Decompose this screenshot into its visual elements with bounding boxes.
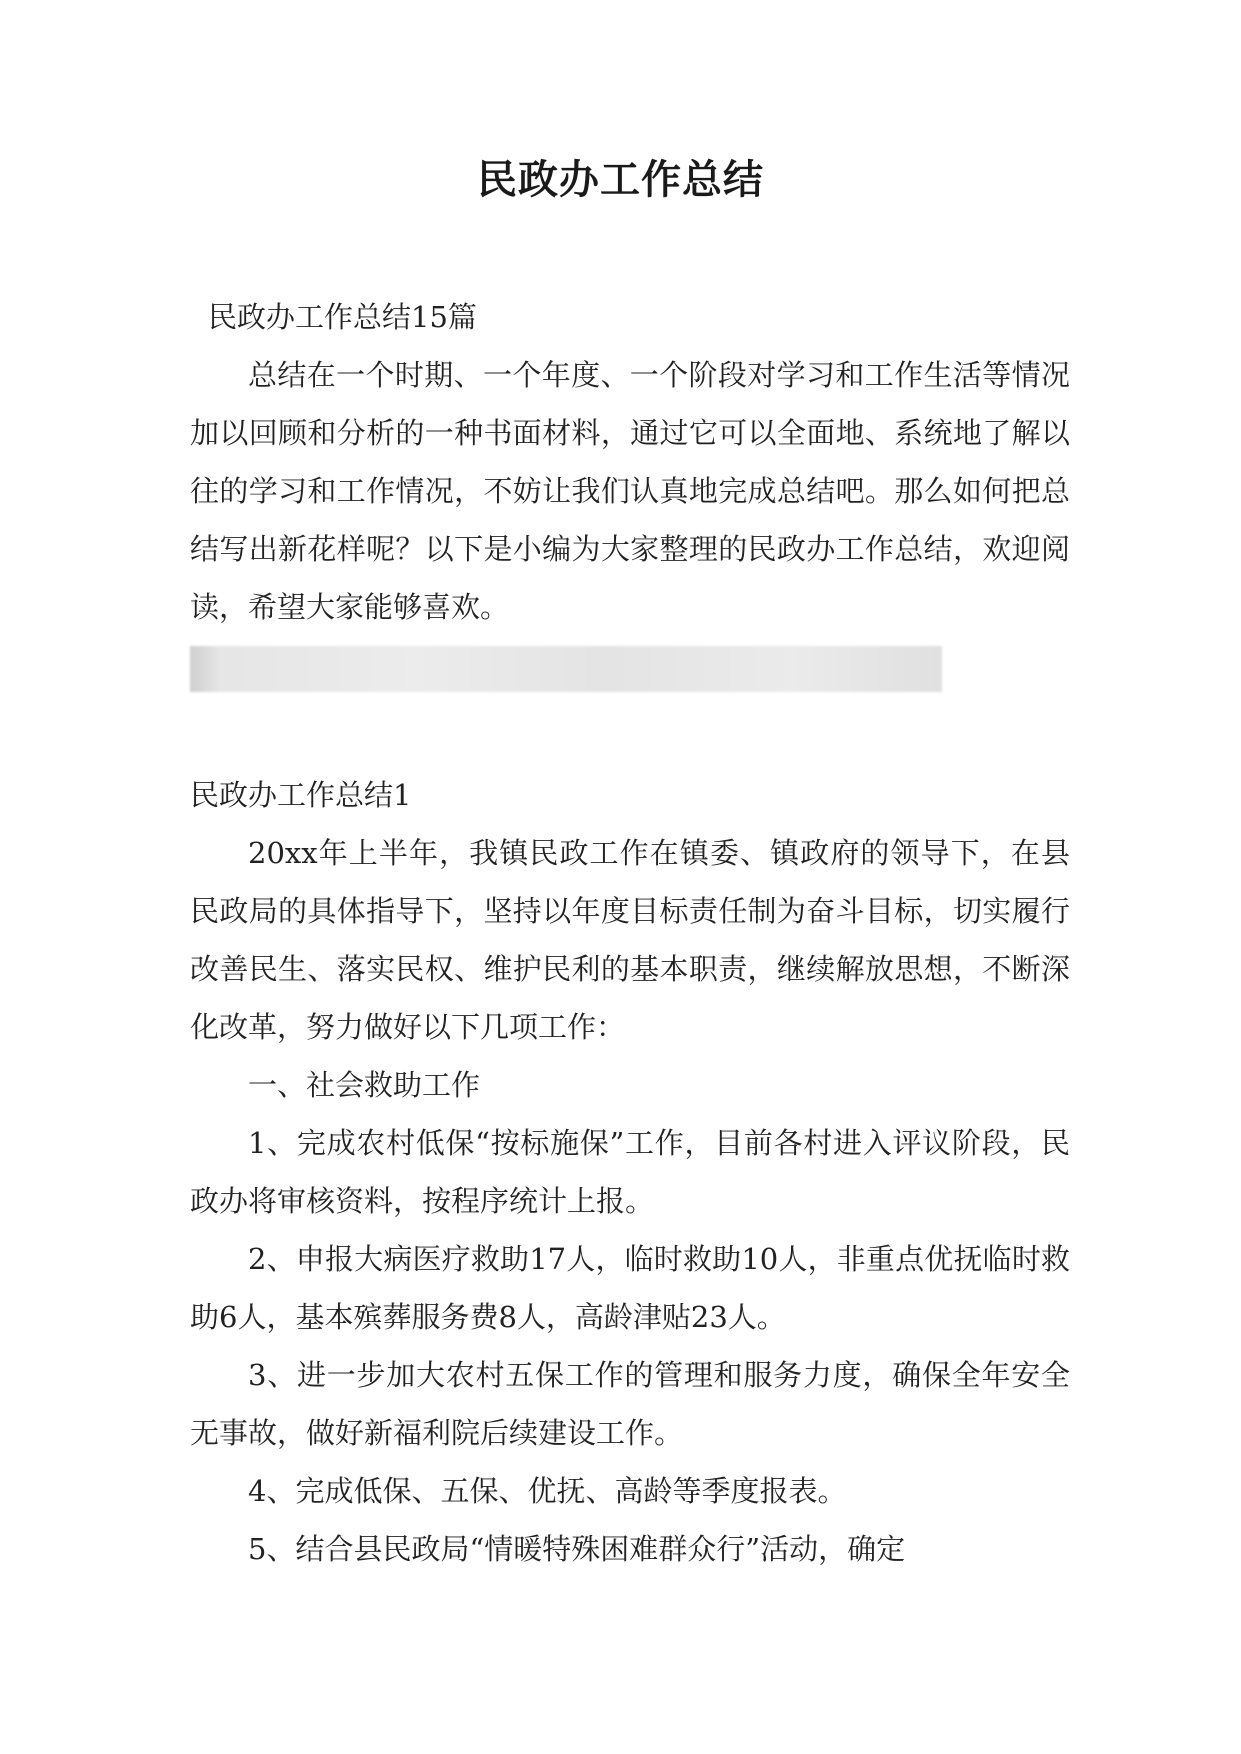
document-subtitle: 民政办工作总结15篇 xyxy=(208,300,477,334)
document-body xyxy=(190,288,1070,1578)
section-heading: 民政办工作总结1 xyxy=(190,778,412,812)
body-paragraph: 20xx年上半年，我镇民政工作在镇委、镇政府的领导下，在县民政局的具体指导下，坚持以年度目标责任制为奋斗目标，切实履行改善民生、落实民权、维护民利的基本职责，继续解放思想，不断深化改革，努力做好以下几项工作： xyxy=(190,836,1070,1044)
body-paragraph: 一、社会救助工作 xyxy=(248,1068,481,1102)
body-paragraph: 1、完成农村低保“按标施保”工作，目前各村进入评议阶段，民政办将审核资料，按程序统计上报。 xyxy=(190,1126,1070,1218)
redacted-banner xyxy=(190,646,942,692)
body-paragraph: 3、进一步加大农村五保工作的管理和服务力度，确保全年安全无事故，做好新福利院后续建设工作。 xyxy=(190,1358,1070,1450)
document-title: 民政办工作总结 xyxy=(477,156,764,203)
body-paragraph: 4、完成低保、五保、优抚、高龄等季度报表。 xyxy=(248,1474,847,1508)
body-paragraph: 5、结合县民政局“情暖特殊困难群众行”活动，确定 xyxy=(248,1532,906,1566)
intro-paragraph: 总结在一个时期、一个年度、一个阶段对学习和工作生活等情况加以回顾和分析的一种书面材料，通过它可以全面地、系统地了解以往的学习和工作情况，不妨让我们认真地完成总结吧。那么如何把总结写出新花样呢？以下是小编为大家整理的民政办工作总结，欢迎阅读，希望大家能够喜欢。 xyxy=(190,358,1070,624)
body-paragraph: 2、申报大病医疗救助17人，临时救助10人，非重点优抚临时救助6人，基本殡葬服务费8人，高龄津贴23人。 xyxy=(190,1242,1070,1334)
